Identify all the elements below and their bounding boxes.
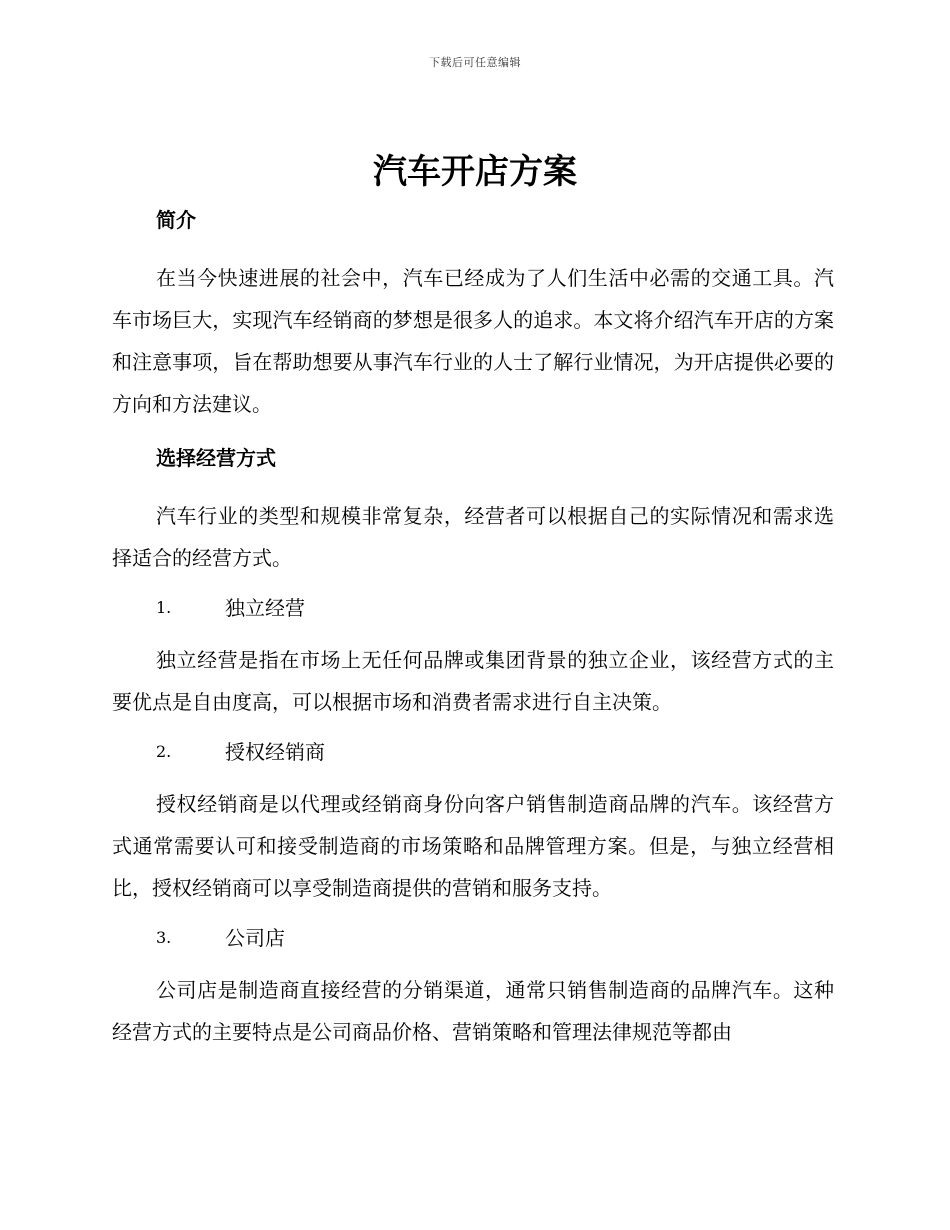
list-label: 授权经销商 <box>225 740 325 764</box>
list-item-2 <box>112 733 834 771</box>
intro-paragraph: 在当今快速进展的社会中，汽车已经成为了人们生活中必需的交通工具。汽车市场巨大，实现汽车经销商的梦想是很多人的追求。本文将介绍汽车开店的方案和注意事项，旨在帮助想要从事汽车行业的人士了解行业情况，为开店提供必要的方向和方法建议。 <box>112 266 834 416</box>
document-title: 汽车开店方案 <box>373 152 577 192</box>
list-item-1 <box>112 589 834 627</box>
mode-paragraph: 汽车行业的类型和规模非常复杂，经营者可以根据自己的实际情况和需求选择适合的经营方式。 <box>112 504 834 570</box>
page-header: 下载后可任意编辑 <box>429 56 521 69</box>
list-item-3-paragraph: 公司店是制造商直接经营的分销渠道，通常只销售制造商的品牌汽车。这种经营方式的主要特点是公司商品价格、营销策略和管理法律规范等都由 <box>112 978 834 1044</box>
section-heading-intro: 简介 <box>156 208 196 232</box>
section-heading-mode: 选择经营方式 <box>156 446 276 470</box>
list-number: 3. <box>156 928 172 947</box>
list-number: 2. <box>156 742 172 761</box>
list-item-3 <box>112 919 834 957</box>
list-label: 公司店 <box>225 926 285 950</box>
list-label: 独立经营 <box>225 596 305 620</box>
list-item-1-paragraph: 独立经营是指在市场上无任何品牌或集团背景的独立企业，该经营方式的主要优点是自由度高，可以根据市场和消费者需求进行自主决策。 <box>112 648 834 714</box>
list-number: 1. <box>156 598 172 617</box>
document-body <box>112 201 834 1063</box>
list-item-2-paragraph: 授权经销商是以代理或经销商身份向客户销售制造商品牌的汽车。该经营方式通常需要认可和接受制造商的市场策略和品牌管理方案。但是，与独立经营相比，授权经销商可以享受制造商提供的营销和服务支持。 <box>112 792 834 900</box>
